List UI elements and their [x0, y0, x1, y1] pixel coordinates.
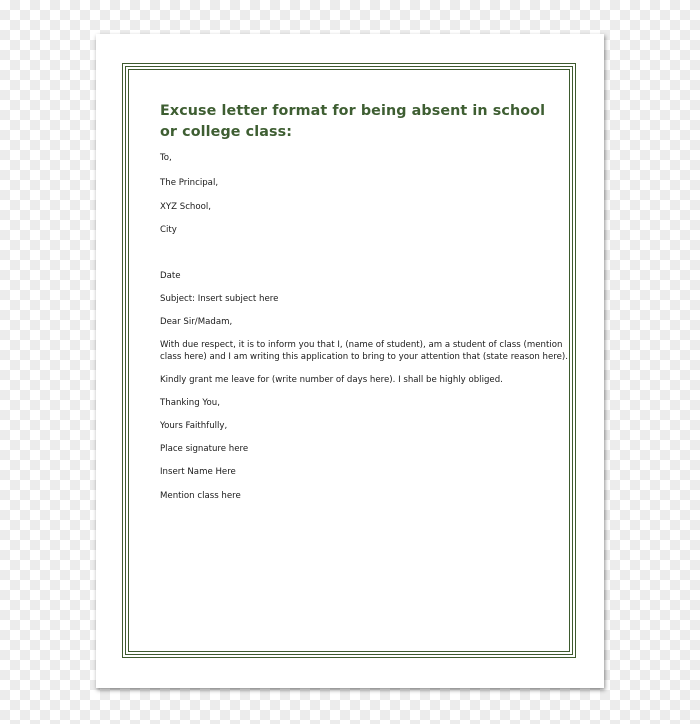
letter-closing: Yours Faithfully,: [160, 421, 228, 431]
letter-thanks: Thanking You,: [160, 398, 220, 408]
letter-signature: Place signature here: [160, 444, 249, 454]
letter-body: [160, 339, 568, 363]
letter-subject: Subject: Insert subject here: [160, 294, 279, 304]
recipient-city: City: [160, 225, 177, 235]
letter-request: Kindly grant me leave for (write number of days here). I shall be highly obliged.: [160, 375, 503, 385]
body-line-1: With due respect, it is to inform you that I, (name of student), am a student of class (mention: [160, 340, 563, 350]
letter-name: Insert Name Here: [160, 467, 236, 477]
letter-page: [96, 34, 604, 688]
recipient-principal: The Principal,: [160, 178, 219, 188]
letter-content: [160, 101, 568, 502]
letter-salutation: Dear Sir/Madam,: [160, 317, 233, 327]
letter-class: Mention class here: [160, 491, 241, 501]
recipient-to: To,: [160, 153, 172, 163]
recipient-school: XYZ School,: [160, 202, 212, 212]
letter-date: Date: [160, 271, 181, 281]
letter-title: Excuse letter format for being absent in school or college class:: [160, 103, 546, 140]
body-line-2: class here) and I am writing this application to bring to your attention that (state reason here).: [160, 352, 568, 362]
